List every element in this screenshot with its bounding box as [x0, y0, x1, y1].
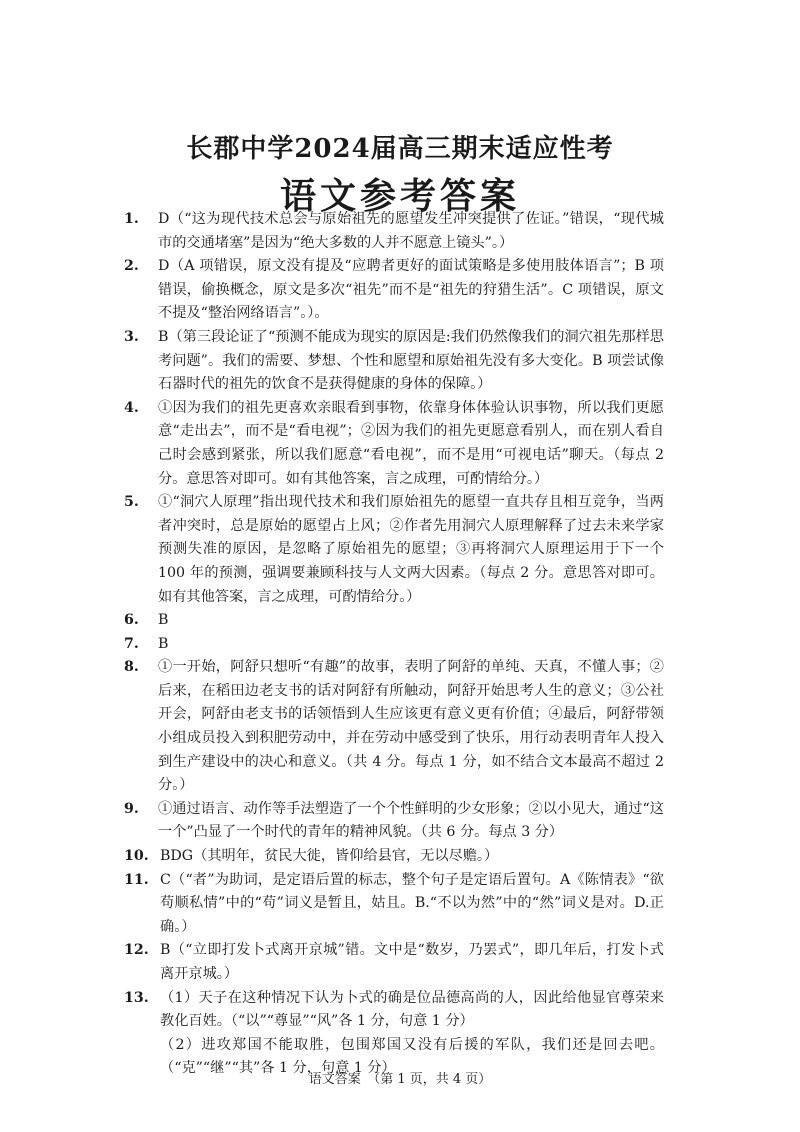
answer-text: B: [158, 635, 169, 652]
answer-number: 8.: [124, 659, 139, 676]
exam-title: 长郡中学2024届高三期末适应性考: [186, 134, 614, 164]
answer-number: 4.: [124, 399, 139, 416]
answer-subpart-2: （2）进攻郑国不能取胜，包围郑国又没有后援的军队，我们还是回去吧。（“克”“继”“其”各 1 分，句意 1 分）: [160, 1036, 664, 1077]
answer-number: 6.: [124, 612, 139, 629]
answer-number: 11.: [124, 871, 149, 888]
answer-subpart-1: （1）天子在这种情况下认为卜式的确是位品德高尚的人，因此给他显官尊荣来教化百姓。（“以”“尊显”“风”各 1 分，句意 1 分）: [160, 989, 664, 1030]
answer-item: [124, 255, 664, 326]
answer-item: [124, 609, 664, 633]
answer-text: ①一开始，阿舒只想听“有趣”的故事，表明了阿舒的单纯、天真，不懂人事；②后来，在稻田边老支书的话对阿舒有所触动，阿舒开始思考人生的意义；③公社开会，阿舒由老支书的话领悟到人生应该更有意义更有价值；④最后，阿舒带领小组成员投入到积肥劳动中，并在劳动中感受到了快乐，用行动表明青年人投入到生产建设中的决心和意义。（共 4 分。每点 1 分，如不结合文本最高不超过 2 分。）: [158, 659, 664, 794]
answer-text: C（“者”为助词，是定语后置的标志，整个句子是定语后置句。A《陈情表》“欲苟顺私情”中的“苟”词义是暂且，姑且。B.“不以为然”中的“然”词义是对。D.正确。）: [160, 871, 664, 935]
answer-item: [124, 987, 664, 1081]
answer-number: 13.: [124, 989, 149, 1006]
answer-number: 9.: [124, 800, 139, 817]
answer-number: 7.: [124, 635, 139, 652]
answer-text: B（第三段论证了“预测不能成为现实的原因是:我们仍然像我们的洞穴祖先那样思考问题”。我们的需要、梦想、个性和愿望和原始祖先没有多大变化。B 项尝试像石器时代的祖先的饮食不是获得健康的身体的保障。）: [158, 328, 664, 393]
answer-item: [124, 633, 664, 657]
answer-text-group: [160, 987, 664, 1081]
answer-text: BDG（其明年，贫民大徙，皆仰给县官，无以尽赡。）: [160, 848, 499, 865]
answer-text: B（“立即打发卜式离开京城”错。文中是“数岁，乃罢式”，即几年后，打发卜式离开京城。）: [160, 942, 664, 982]
answer-item: [124, 845, 664, 869]
answer-key-title: 语文参考答案: [279, 175, 520, 217]
answer-item: [124, 208, 664, 255]
answer-text: D（“这为现代技术总会与原始祖先的愿望发生冲突提供了佐证。”错误，“现代城市的交通堵塞”是因为“绝大多数的人并不愿意上镜头”。）: [158, 211, 664, 251]
answer-text: ①因为我们的祖先更喜欢亲眼看到事物，依靠身体体验认识事物，所以我们更愿意“走出去”，而不是“看电视”；②因为我们的祖先更愿意看别人，而在别人看自己时会感到紧张，所以我们愿意“看电视”，而不是用“可视电话”聊天。（每点 2 分。意思答对即可。如有其他答案，言之成理，可酌情给分。）: [158, 399, 664, 487]
answer-text: ①通过语言、动作等手法塑造了一个个性鲜明的少女形象；②以小见大，通过“这一个”凸显了一个时代的青年的精神风貌。（共 6 分。每点 3 分）: [158, 800, 664, 841]
answer-item: [124, 798, 664, 845]
answer-number: 1.: [124, 211, 139, 227]
answer-number: 3.: [124, 328, 139, 345]
answer-item: [124, 397, 664, 491]
answer-number: 12.: [124, 942, 149, 959]
answer-item: [124, 326, 664, 397]
answer-list: [124, 208, 664, 1081]
answer-text: D（A 项错误，原文没有提及“应聘者更好的面试策略是多使用肢体语言”；B 项错误，偷换概念，原文是多次“祖先”而不是“祖先的狩猎生活”。C 项错误，原文不提及“整治网络语言”。）。: [158, 258, 664, 322]
answer-text: B: [158, 612, 169, 629]
answer-number: 5.: [124, 494, 139, 511]
answer-item: [124, 656, 664, 798]
answer-item: [124, 869, 664, 940]
answer-number: 10.: [124, 848, 149, 865]
answer-text: ①“洞穴人原理”指出现代技术和我们原始祖先的愿望一直共存且相互竞争，当两者冲突时，总是原始的愿望占上风；②作者先用洞穴人原理解释了过去未来学家预测失准的原因，是忽略了原始祖先的愿望；③再将洞穴人原理运用于下一个 100 年的预测，强调要兼顾科技与人文两大因素。（每点 2 分。意思答对即可。如有其他答案，言之成理，可酌情给分。）: [158, 494, 664, 605]
answer-item: [124, 491, 664, 609]
answer-number: 2.: [124, 258, 139, 275]
answer-item: [124, 939, 664, 986]
page-footer: 语文答案 （第 1 页，共 4 页）: [308, 1072, 492, 1087]
